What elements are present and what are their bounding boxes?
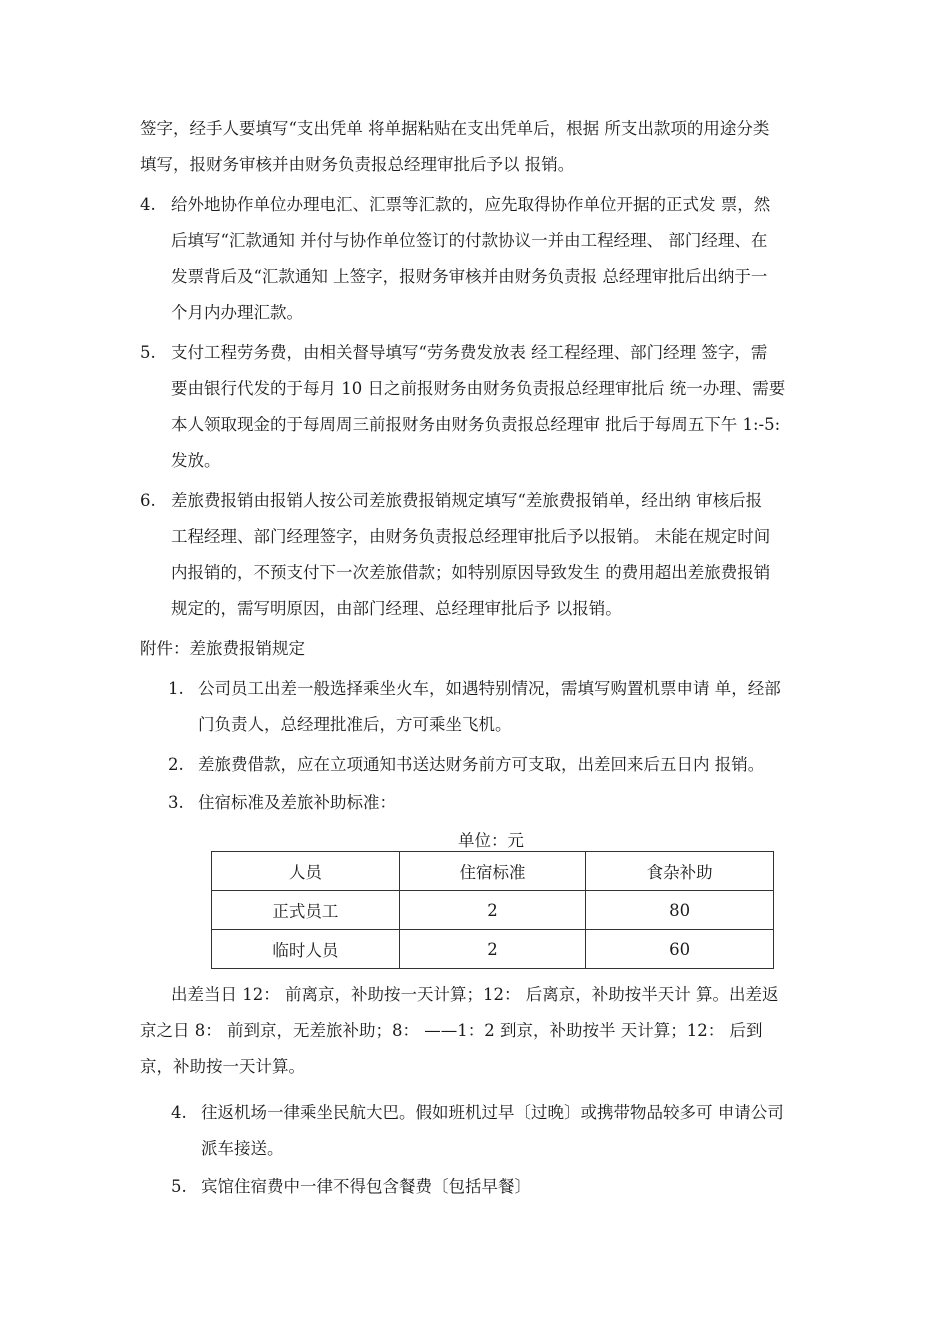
list-item-line: 公司员工出差一般选择乘坐火车，如遇特别情况，需填写购置机票申请 单，经部	[198, 679, 781, 698]
list-number: 6.	[140, 491, 156, 510]
list-item-line: 派车接送。	[201, 1139, 284, 1158]
list-item-line: 个月内办理汇款。	[171, 303, 303, 322]
table-cell: 2	[399, 930, 586, 969]
list-item-line: 给外地协作单位办理电汇、汇票等汇款的，应先取得协作单位开据的正式发 票，然	[171, 195, 771, 214]
list-item-line: 发票背后及“汇款通知 上签字，报财务审核并由财务负责报 总经理审批后出纳于一	[171, 267, 768, 286]
list-item-line: 门负责人，总经理批准后，方可乘坐飞机。	[198, 715, 512, 734]
list-item-line: 本人领取现金的于每周周三前报财务由财务负责报总经理审 批后于每周五下午 1:-5:	[171, 415, 781, 434]
table-header-cell: 食杂补助	[586, 852, 774, 891]
paragraph-line: 填写，报财务审核并由财务负责报总经理审批后予以 报销。	[140, 155, 575, 174]
list-item-line: 宾馆住宿费中一律不得包含餐费〔包括早餐〕	[201, 1177, 531, 1196]
list-item-line: 差旅费报销由报销人按公司差旅费报销规定填写“差旅费报销单，经出纳 审核后报	[171, 491, 763, 510]
table-cell: 80	[586, 891, 774, 930]
table-row	[212, 891, 774, 930]
list-item-line: 要由银行代发的于每月 10 日之前报财务由财务负责报总经理审批后 统一办理、需要	[171, 379, 786, 398]
table-header-cell: 人员	[212, 852, 400, 891]
list-number: 3.	[168, 793, 184, 812]
list-item-line: 工程经理、部门经理签字，由财务负责报总经理审批后予以报销。 未能在规定时间	[171, 527, 771, 546]
list-number: 4.	[140, 195, 156, 214]
table-cell: 临时人员	[212, 930, 400, 969]
list-item-line: 往返机场一律乘坐民航大巴。假如班机过早〔过晚〕或携带物品较多可 申请公司	[201, 1103, 784, 1122]
standards-table	[211, 851, 774, 969]
list-item-line: 后填写“汇款通知 并付与协作单位签订的付款协议一并由工程经理、 部门经理、在	[171, 231, 768, 250]
paragraph-line: 签字，经手人要填写“支出凭单 将单据粘贴在支出凭单后，根据 所支出款项的用途分类	[140, 119, 770, 138]
list-item-line: 内报销的，不预支付下一次差旅借款；如特别原因导致发生 的费用超出差旅费报销	[171, 563, 771, 582]
list-number: 2.	[168, 755, 184, 774]
list-number: 5.	[140, 343, 156, 362]
list-number: 4.	[171, 1103, 187, 1122]
list-item-line: 支付工程劳务费，由相关督导填写“劳务费发放表 经工程经理、部门经理 签字，需	[171, 343, 768, 362]
table-cell: 正式员工	[212, 891, 400, 930]
paragraph-line: 京之日 8： 前到京，无差旅补助；8： ——1：2 到京，补助按半 天计算；12： 后到	[140, 1021, 763, 1040]
table-cell: 60	[586, 930, 774, 969]
table-header-row	[212, 852, 774, 891]
list-item-line: 住宿标准及差旅补助标准：	[198, 793, 396, 812]
paragraph-line: 出差当日 12： 前离京，补助按一天计算；12： 后离京，补助按半天计 算。出差返	[171, 985, 779, 1004]
list-number: 5.	[171, 1177, 187, 1196]
table-caption: 单位：元	[458, 831, 524, 850]
table-row	[212, 930, 774, 969]
list-item-line: 发放。	[171, 451, 221, 470]
table-cell: 2	[399, 891, 586, 930]
list-number: 1.	[168, 679, 184, 698]
table-header-cell: 住宿标准	[399, 852, 586, 891]
list-item-line: 差旅费借款，应在立项通知书送达财务前方可支取，出差回来后五日内 报销。	[198, 755, 765, 774]
attachment-title: 附件：差旅费报销规定	[140, 639, 305, 658]
paragraph-line: 京，补助按一天计算。	[140, 1057, 305, 1076]
list-item-line: 规定的，需写明原因，由部门经理、总经理审批后予 以报销。	[171, 599, 622, 618]
